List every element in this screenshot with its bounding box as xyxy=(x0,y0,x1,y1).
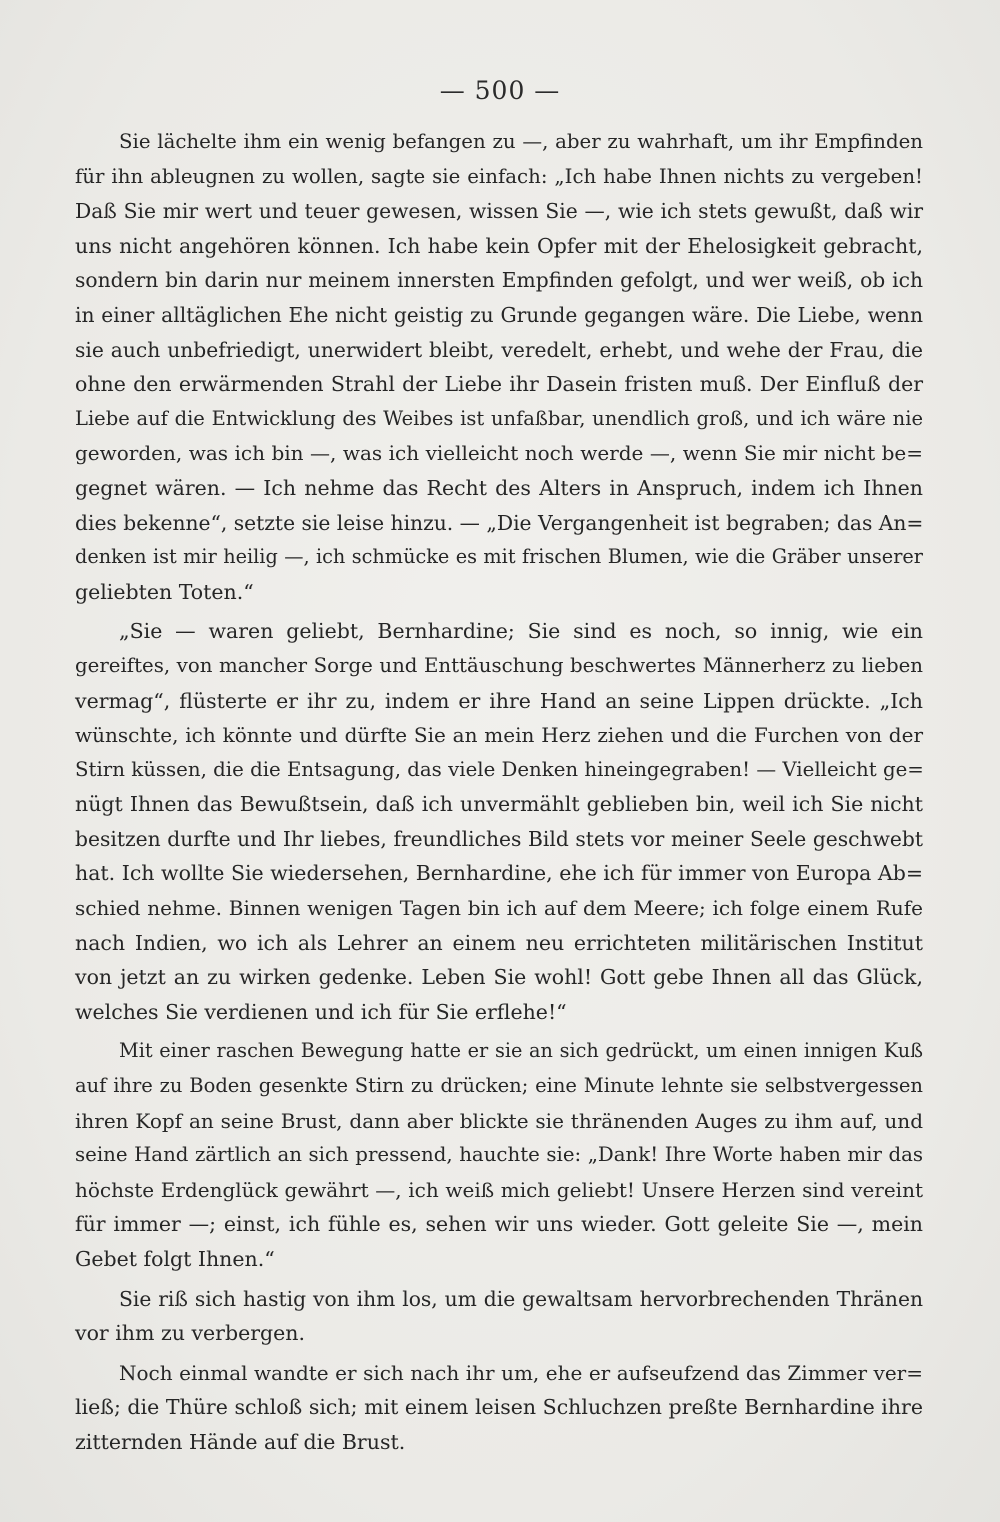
text-line: dies bekenne“, setzte sie leise hinzu. — „Die Vergangenheit ist begraben; das An= xyxy=(75,510,924,535)
paragraph-1 xyxy=(75,125,923,609)
text-line: geworden, was ich bin —, was ich vielleicht noch werde —, wenn Sie mir nicht be= xyxy=(75,441,923,466)
text-line: schied nehme. Binnen wenigen Tagen bin ich auf dem Meere; ich folge einem Rufe xyxy=(75,896,923,921)
text-line: seine Hand zärtlich an sich pressend, hauchte sie: „Dank! Ihre Worte haben mir das xyxy=(75,1143,923,1167)
text-line: Sie lächelte ihm ein wenig befangen zu —, aber zu wahrhaft, um ihr Empfinden xyxy=(119,130,923,153)
text-line: nügt Ihnen das Bewußtsein, daß ich unvermählt geblieben bin, weil ich Sie nicht xyxy=(75,792,923,817)
text-line: vor ihm zu verbergen. xyxy=(75,1321,306,1346)
body-text xyxy=(75,125,923,1465)
paragraph-2 xyxy=(75,614,923,1029)
text-line: Mit einer raschen Bewegung hatte er sie an sich gedrückt, um einen innigen Kuß xyxy=(119,1039,923,1063)
text-line: Stirn küssen, die die Entsagung, das viele Denken hineingegraben! — Vielleicht ge= xyxy=(75,757,924,781)
text-line: zitternden Hände auf die Brust. xyxy=(75,1429,406,1454)
text-line: denken ist mir heilig —, ich schmücke es mit frischen Blumen, wie die Gräber unserer xyxy=(75,545,923,569)
text-line: hat. Ich wollte Sie wiedersehen, Bernhardine, ehe ich für immer von Europa Ab= xyxy=(75,861,923,886)
text-line: für ihn ableugnen zu wollen, sagte sie einfach: „Ich habe Ihnen nichts zu vergeben! xyxy=(75,164,923,188)
text-line: vermag“, flüsterte er ihr zu, indem er ihre Hand an seine Lippen drückte. „Ich xyxy=(75,688,923,713)
text-line: Noch einmal wandte er sich nach ihr um, ehe er aufseufzend das Zimmer ver= xyxy=(119,1360,923,1385)
text-line: auf ihre zu Boden gesenkte Stirn zu drücken; eine Minute lehnte sie selbstvergessen xyxy=(75,1074,923,1098)
text-line: höchste Erdenglück gewährt —, ich weiß mich geliebt! Unsere Herzen sind vereint xyxy=(75,1177,923,1202)
text-line: uns nicht angehören können. Ich habe kein Opfer mit der Ehelosigkeit gebracht, xyxy=(75,233,923,258)
text-line: in einer alltäglichen Ehe nicht geistig zu Grunde gegangen wäre. Die Liebe, wenn xyxy=(75,302,923,327)
text-line: wünschte, ich könnte und dürfte Sie an mein Herz ziehen und die Furchen von der xyxy=(75,723,923,748)
text-line: besitzen durfte und Ihr liebes, freundliches Bild stets vor meiner Seele geschwebt xyxy=(75,826,923,851)
paragraph-4 xyxy=(75,1282,923,1351)
text-line: gereiftes, von mancher Sorge und Enttäuschung beschwertes Männerherz zu lieben xyxy=(75,653,923,677)
text-line: Daß Sie mir wert und teuer gewesen, wissen Sie —, wie ich stets gewußt, daß wir xyxy=(75,199,923,224)
text-line: Liebe auf die Entwicklung des Weibes ist unfaßbar, unendlich groß, und ich wäre nie xyxy=(75,406,923,430)
page-number: — 500 — xyxy=(439,76,561,105)
text-line: geliebten Toten.“ xyxy=(75,579,254,604)
text-line: Gebet folgt Ihnen.“ xyxy=(75,1247,275,1271)
text-line: ließ; die Thüre schloß sich; mit einem leisen Schluchzen preßte Bernhardine ihre xyxy=(75,1395,923,1420)
text-line: ihren Kopf an seine Brust, dann aber blickte sie thränenden Auges zu ihm auf, und xyxy=(75,1108,923,1133)
text-line: gegnet wären. — Ich nehme das Recht des Alters in Anspruch, indem ich Ihnen xyxy=(75,475,923,500)
paragraph-3 xyxy=(75,1034,923,1276)
text-line: sondern bin darin nur meinem innersten Empfinden gefolgt, und wer weiß, ob ich xyxy=(75,268,923,293)
text-line: von jetzt an zu wirken gedenke. Leben Sie wohl! Gott gebe Ihnen all das Glück, xyxy=(75,965,923,990)
text-line: ohne den erwärmenden Strahl der Liebe ihr Dasein fristen muß. Der Einfluß der xyxy=(75,372,923,397)
text-line: nach Indien, wo ich als Lehrer an einem neu errichteten militärischen Institut xyxy=(75,930,923,955)
text-line: „Sie — waren geliebt, Bernhardine; Sie sind es noch, so innig, wie ein xyxy=(119,619,923,644)
paragraph-5 xyxy=(75,1356,923,1460)
text-line: sie auch unbefriedigt, unerwidert bleibt, veredelt, erhebt, und wehe der Frau, die xyxy=(75,337,923,362)
text-line: welches Sie verdienen und ich für Sie erflehe!“ xyxy=(75,999,567,1024)
text-line: Sie riß sich hastig von ihm los, um die gewaltsam hervorbrechenden Thränen xyxy=(119,1286,923,1311)
text-line: für immer —; einst, ich fühle es, sehen wir uns wieder. Gott geleite Sie —, mein xyxy=(75,1212,923,1237)
